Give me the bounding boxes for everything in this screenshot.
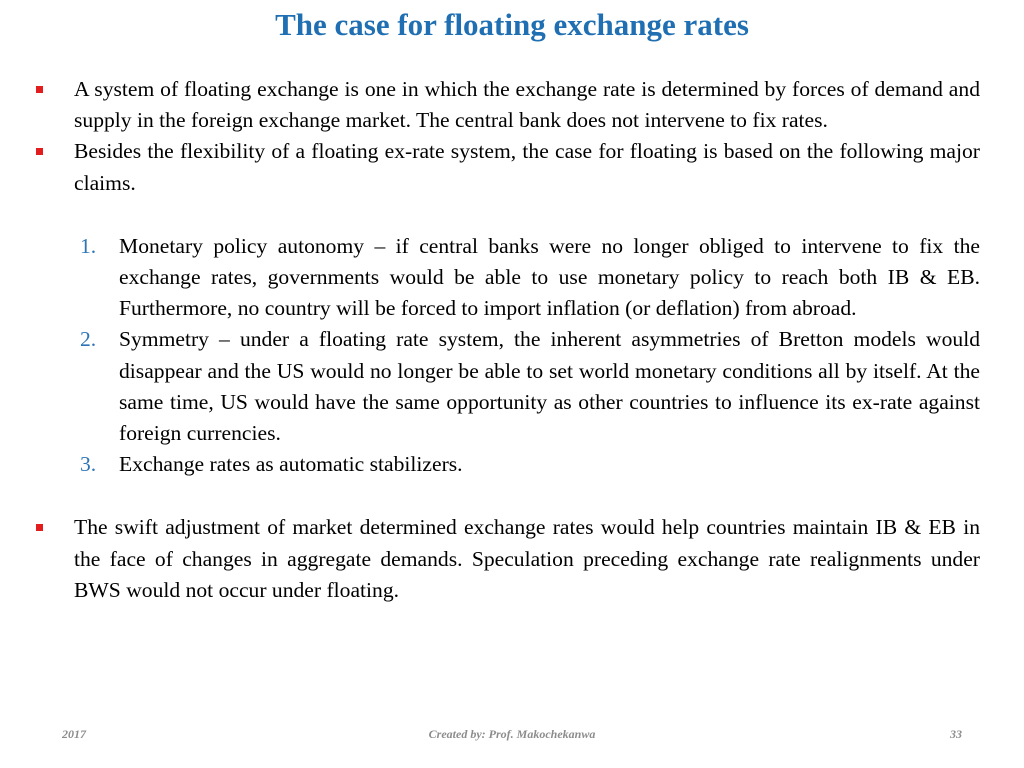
bullet-item (36, 74, 980, 136)
square-bullet-icon (36, 524, 43, 531)
claim-item (36, 449, 980, 480)
bullet-text: Besides the flexibility of a floating ex-rate system, the case for floating is based on the following major claims. (74, 139, 980, 195)
slide-content (36, 74, 980, 606)
footer-year: 2017 (62, 727, 86, 741)
claim-text: Monetary policy autonomy – if central banks were no longer obliged to intervene to fix the exchange rates, governments would be able to use monetary policy to reach both IB & EB. Furthermore, no country will be forced to import inflation (or deflation) from abroad. (119, 233, 980, 321)
square-bullet-icon (36, 86, 43, 93)
claim-number: 3. (80, 452, 97, 477)
spacer (36, 199, 980, 231)
bullet-text: A system of floating exchange is one in which the exchange rate is determined by forces of demand and supply in the foreign exchange market. The central bank does not intervene to fix rates. (74, 77, 980, 133)
footer-page-number: 33 (950, 727, 962, 741)
claim-number: 1. (80, 233, 97, 258)
slide-title: The case for floating exchange rates (275, 7, 749, 42)
claim-item (36, 324, 980, 449)
footer-author: Created by: Prof. Makochekanwa (428, 727, 596, 741)
spacer (36, 480, 980, 512)
square-bullet-icon (36, 148, 43, 155)
claim-number: 2. (80, 327, 97, 352)
bullet-item (36, 512, 980, 606)
bullet-item (36, 136, 980, 198)
bullet-text: The swift adjustment of market determined exchange rates would help countries maintain IB & EB in the face of changes in aggregate demands. Speculation preceding exchange rate realignments under BWS would not occur under floating. (74, 515, 980, 602)
claim-text: Symmetry – under a floating rate system, the inherent asymmetries of Bretton models would disappear and the US would no longer be able to set world monetary conditions all by itself. At the same time, US would have the same opportunity as other countries to influence its ex-rate against foreign currencies. (119, 327, 980, 446)
claim-text: Exchange rates as automatic stabilizers. (119, 452, 463, 477)
claim-item (36, 231, 980, 325)
